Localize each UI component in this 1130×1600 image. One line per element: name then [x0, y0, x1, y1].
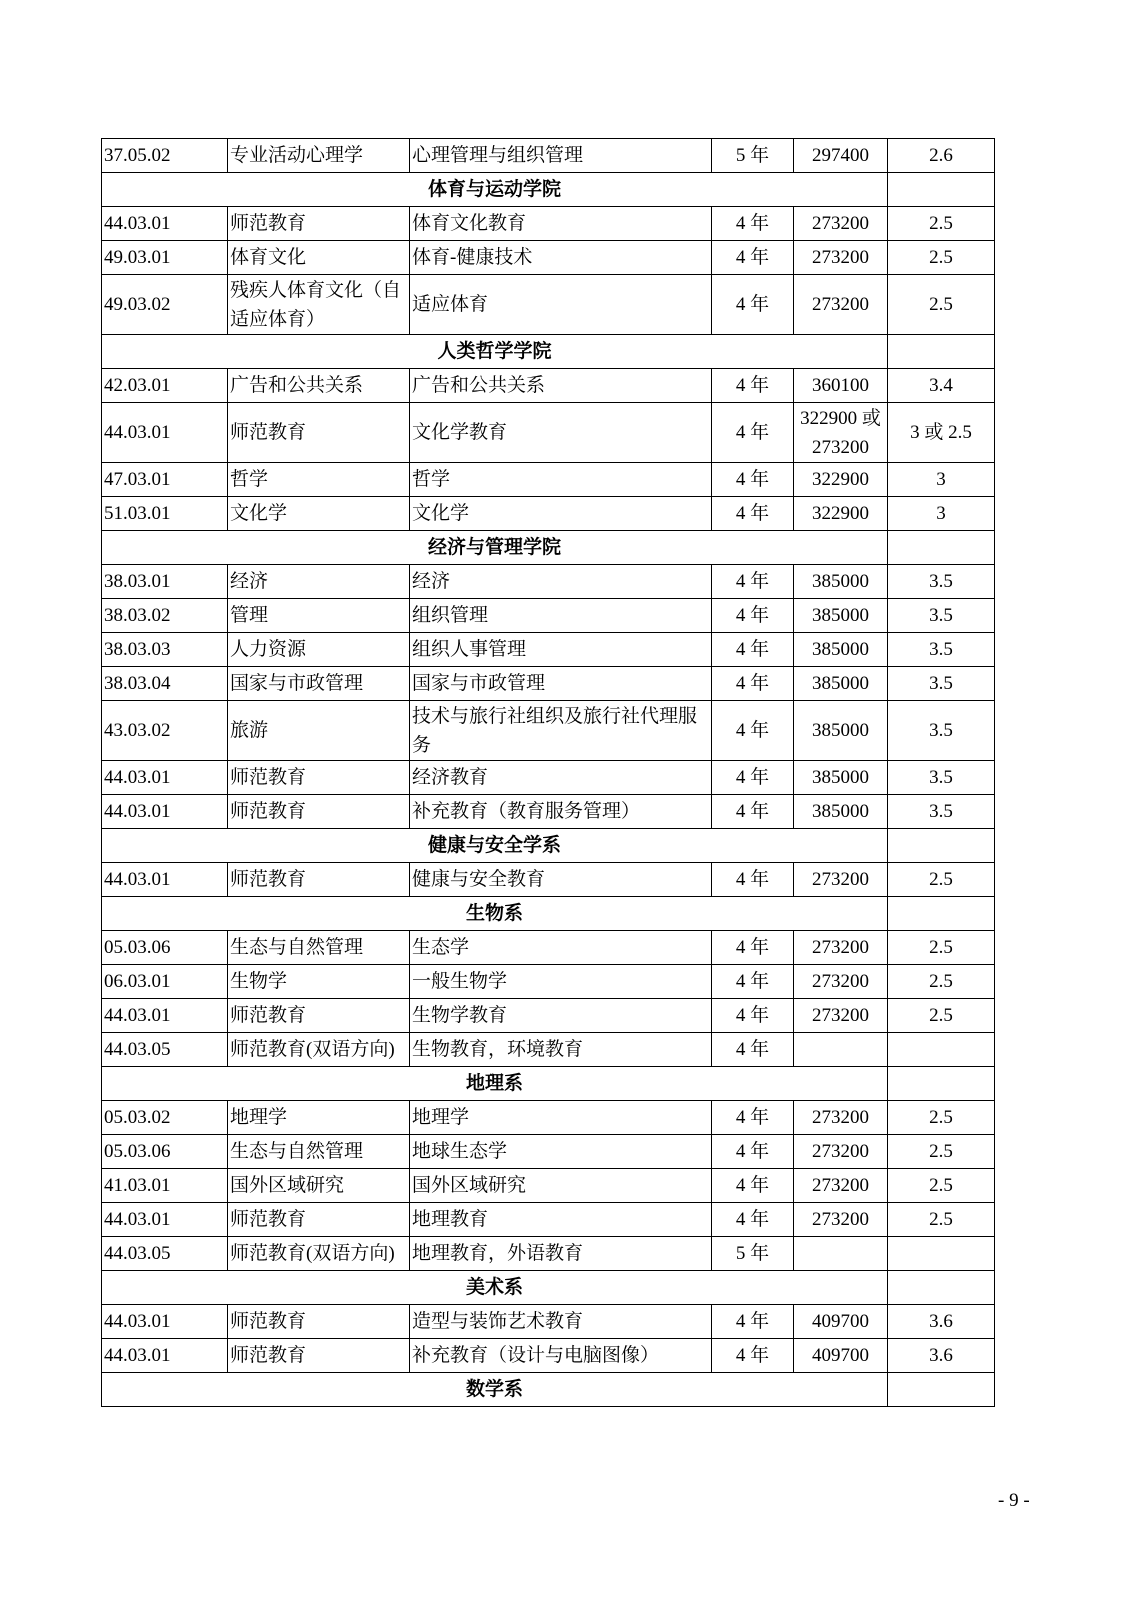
duration-cell: 4 年: [712, 599, 794, 633]
field-cell: 国外区域研究: [228, 1169, 410, 1203]
duration-cell: 4 年: [712, 241, 794, 275]
tuition-fee-cell: 385000: [794, 565, 888, 599]
table-row: [102, 931, 995, 965]
field-cell: 生态与自然管理: [228, 931, 410, 965]
program-code-cell: 06.03.01: [102, 965, 228, 999]
program-name-cell: 心理管理与组织管理: [410, 139, 712, 173]
gpa-cell: 2.5: [888, 965, 995, 999]
field-cell: 师范教育: [228, 999, 410, 1033]
gpa-cell: 3.5: [888, 565, 995, 599]
program-name-cell: 技术与旅行社组织及旅行社代理服务: [410, 701, 712, 761]
gpa-cell: 3.5: [888, 795, 995, 829]
gpa-cell: 2.5: [888, 1169, 995, 1203]
program-code-cell: 42.03.01: [102, 369, 228, 403]
section-title: 地理系: [102, 1067, 888, 1101]
table-row: [102, 701, 995, 761]
program-code-cell: 38.03.02: [102, 599, 228, 633]
duration-cell: 4 年: [712, 497, 794, 531]
tuition-fee-cell: 273200: [794, 207, 888, 241]
duration-cell: 4 年: [712, 633, 794, 667]
program-code-cell: 44.03.01: [102, 403, 228, 463]
table-row: [102, 497, 995, 531]
gpa-cell: [888, 1237, 995, 1271]
gpa-cell: 3.6: [888, 1339, 995, 1373]
duration-cell: 5 年: [712, 1237, 794, 1271]
tuition-fee-cell: 360100: [794, 369, 888, 403]
program-code-cell: 44.03.05: [102, 1237, 228, 1271]
program-code-cell: 44.03.01: [102, 207, 228, 241]
field-cell: 管理: [228, 599, 410, 633]
program-name-cell: 文化学: [410, 497, 712, 531]
table-row: [102, 795, 995, 829]
field-cell: 体育文化: [228, 241, 410, 275]
field-cell: 广告和公共关系: [228, 369, 410, 403]
program-name-cell: 经济: [410, 565, 712, 599]
program-name-cell: 健康与安全教育: [410, 863, 712, 897]
gpa-cell: [888, 1033, 995, 1067]
table-row: [102, 761, 995, 795]
program-code-cell: 49.03.02: [102, 275, 228, 335]
tuition-fee-cell: 273200: [794, 965, 888, 999]
section-title: 人类哲学学院: [102, 335, 888, 369]
tuition-fee-cell: 273200: [794, 1135, 888, 1169]
section-header-row: [102, 1067, 995, 1101]
table-row: [102, 565, 995, 599]
field-cell: 残疾人体育文化（自适应体育）: [228, 275, 410, 335]
gpa-cell: 2.6: [888, 139, 995, 173]
table-row: [102, 139, 995, 173]
section-header-row: [102, 829, 995, 863]
table-row: [102, 207, 995, 241]
program-code-cell: 05.03.02: [102, 1101, 228, 1135]
program-code-cell: 44.03.01: [102, 1305, 228, 1339]
section-header-row: [102, 173, 995, 207]
gpa-cell: 2.5: [888, 275, 995, 335]
tuition-fee-cell: 322900: [794, 497, 888, 531]
gpa-cell: 3.4: [888, 369, 995, 403]
section-empty-cell: [888, 1271, 995, 1305]
program-name-cell: 国家与市政管理: [410, 667, 712, 701]
program-code-cell: 44.03.01: [102, 1203, 228, 1237]
field-cell: 师范教育: [228, 761, 410, 795]
field-cell: 师范教育: [228, 1339, 410, 1373]
section-header-row: [102, 897, 995, 931]
duration-cell: 4 年: [712, 275, 794, 335]
section-title: 体育与运动学院: [102, 173, 888, 207]
tuition-fee-cell: 322900 或 273200: [794, 403, 888, 463]
table-row: [102, 633, 995, 667]
program-name-cell: 组织管理: [410, 599, 712, 633]
duration-cell: 5 年: [712, 139, 794, 173]
program-table: [101, 138, 995, 1407]
table-row: [102, 463, 995, 497]
program-name-cell: 地理教育: [410, 1203, 712, 1237]
section-header-row: [102, 531, 995, 565]
gpa-cell: 2.5: [888, 931, 995, 965]
section-empty-cell: [888, 531, 995, 565]
tuition-fee-cell: 297400: [794, 139, 888, 173]
program-name-cell: 组织人事管理: [410, 633, 712, 667]
program-name-cell: 广告和公共关系: [410, 369, 712, 403]
duration-cell: 4 年: [712, 463, 794, 497]
field-cell: 师范教育: [228, 863, 410, 897]
table-row: [102, 1033, 995, 1067]
gpa-cell: 3.5: [888, 667, 995, 701]
program-code-cell: 05.03.06: [102, 1135, 228, 1169]
table-row: [102, 1203, 995, 1237]
section-empty-cell: [888, 335, 995, 369]
program-name-cell: 补充教育（设计与电脑图像）: [410, 1339, 712, 1373]
table-row: [102, 1237, 995, 1271]
program-code-cell: 44.03.01: [102, 795, 228, 829]
program-code-cell: 41.03.01: [102, 1169, 228, 1203]
tuition-fee-cell: 273200: [794, 241, 888, 275]
program-name-cell: 生态学: [410, 931, 712, 965]
duration-cell: 4 年: [712, 701, 794, 761]
duration-cell: 4 年: [712, 965, 794, 999]
field-cell: 文化学: [228, 497, 410, 531]
section-header-row: [102, 335, 995, 369]
tuition-fee-cell: 385000: [794, 633, 888, 667]
section-title: 数学系: [102, 1373, 888, 1407]
program-name-cell: 哲学: [410, 463, 712, 497]
tuition-fee-cell: 273200: [794, 275, 888, 335]
duration-cell: 4 年: [712, 565, 794, 599]
program-code-cell: 43.03.02: [102, 701, 228, 761]
program-code-cell: 51.03.01: [102, 497, 228, 531]
duration-cell: 4 年: [712, 403, 794, 463]
gpa-cell: 2.5: [888, 241, 995, 275]
gpa-cell: 2.5: [888, 207, 995, 241]
tuition-fee-cell: [794, 1237, 888, 1271]
table-row: [102, 1169, 995, 1203]
program-name-cell: 补充教育（教育服务管理）: [410, 795, 712, 829]
duration-cell: 4 年: [712, 1203, 794, 1237]
field-cell: 师范教育(双语方向): [228, 1237, 410, 1271]
duration-cell: 4 年: [712, 369, 794, 403]
program-table-body: [102, 139, 995, 1407]
duration-cell: 4 年: [712, 1101, 794, 1135]
duration-cell: 4 年: [712, 931, 794, 965]
tuition-fee-cell: 273200: [794, 1169, 888, 1203]
field-cell: 师范教育(双语方向): [228, 1033, 410, 1067]
duration-cell: 4 年: [712, 999, 794, 1033]
table-row: [102, 1135, 995, 1169]
table-row: [102, 275, 995, 335]
table-row: [102, 241, 995, 275]
gpa-cell: 2.5: [888, 1203, 995, 1237]
program-code-cell: 49.03.01: [102, 241, 228, 275]
tuition-fee-cell: [794, 1033, 888, 1067]
program-name-cell: 国外区域研究: [410, 1169, 712, 1203]
program-code-cell: 44.03.05: [102, 1033, 228, 1067]
duration-cell: 4 年: [712, 1305, 794, 1339]
gpa-cell: 2.5: [888, 999, 995, 1033]
tuition-fee-cell: 409700: [794, 1305, 888, 1339]
section-empty-cell: [888, 173, 995, 207]
tuition-fee-cell: 385000: [794, 761, 888, 795]
tuition-fee-cell: 273200: [794, 931, 888, 965]
section-title: 健康与安全学系: [102, 829, 888, 863]
program-name-cell: 地理学: [410, 1101, 712, 1135]
field-cell: 专业活动心理学: [228, 139, 410, 173]
program-code-cell: 44.03.01: [102, 1339, 228, 1373]
table-row: [102, 667, 995, 701]
program-name-cell: 体育文化教育: [410, 207, 712, 241]
gpa-cell: 3: [888, 497, 995, 531]
program-name-cell: 生物学教育: [410, 999, 712, 1033]
table-row: [102, 999, 995, 1033]
section-title: 经济与管理学院: [102, 531, 888, 565]
tuition-fee-cell: 385000: [794, 701, 888, 761]
tuition-fee-cell: 273200: [794, 1203, 888, 1237]
program-code-cell: 05.03.06: [102, 931, 228, 965]
program-code-cell: 47.03.01: [102, 463, 228, 497]
field-cell: 师范教育: [228, 403, 410, 463]
table-row: [102, 1305, 995, 1339]
gpa-cell: 3.5: [888, 761, 995, 795]
field-cell: 地理学: [228, 1101, 410, 1135]
program-name-cell: 一般生物学: [410, 965, 712, 999]
section-empty-cell: [888, 1373, 995, 1407]
gpa-cell: 3 或 2.5: [888, 403, 995, 463]
program-code-cell: 38.03.04: [102, 667, 228, 701]
section-title: 生物系: [102, 897, 888, 931]
section-header-row: [102, 1373, 995, 1407]
table-row: [102, 403, 995, 463]
duration-cell: 4 年: [712, 1339, 794, 1373]
program-name-cell: 文化学教育: [410, 403, 712, 463]
tuition-fee-cell: 409700: [794, 1339, 888, 1373]
gpa-cell: 3.6: [888, 1305, 995, 1339]
table-row: [102, 599, 995, 633]
table-row: [102, 863, 995, 897]
gpa-cell: 2.5: [888, 863, 995, 897]
table-row: [102, 965, 995, 999]
gpa-cell: 2.5: [888, 1135, 995, 1169]
duration-cell: 4 年: [712, 207, 794, 241]
field-cell: 师范教育: [228, 1305, 410, 1339]
section-title: 美术系: [102, 1271, 888, 1305]
section-empty-cell: [888, 1067, 995, 1101]
field-cell: 师范教育: [228, 1203, 410, 1237]
program-name-cell: 生物教育，环境教育: [410, 1033, 712, 1067]
table-row: [102, 369, 995, 403]
duration-cell: 4 年: [712, 667, 794, 701]
section-empty-cell: [888, 897, 995, 931]
page-number: - 9 -: [998, 1490, 1030, 1511]
program-code-cell: 37.05.02: [102, 139, 228, 173]
tuition-fee-cell: 385000: [794, 795, 888, 829]
program-code-cell: 44.03.01: [102, 761, 228, 795]
gpa-cell: 3.5: [888, 599, 995, 633]
gpa-cell: 3.5: [888, 633, 995, 667]
gpa-cell: 3: [888, 463, 995, 497]
field-cell: 旅游: [228, 701, 410, 761]
program-name-cell: 适应体育: [410, 275, 712, 335]
tuition-fee-cell: 273200: [794, 863, 888, 897]
section-empty-cell: [888, 829, 995, 863]
program-code-cell: 38.03.03: [102, 633, 228, 667]
gpa-cell: 2.5: [888, 1101, 995, 1135]
duration-cell: 4 年: [712, 795, 794, 829]
duration-cell: 4 年: [712, 1033, 794, 1067]
table-row: [102, 1101, 995, 1135]
program-code-cell: 44.03.01: [102, 999, 228, 1033]
field-cell: 生态与自然管理: [228, 1135, 410, 1169]
tuition-fee-cell: 273200: [794, 1101, 888, 1135]
gpa-cell: 3.5: [888, 701, 995, 761]
section-header-row: [102, 1271, 995, 1305]
program-name-cell: 地理教育，外语教育: [410, 1237, 712, 1271]
field-cell: 经济: [228, 565, 410, 599]
duration-cell: 4 年: [712, 1135, 794, 1169]
program-name-cell: 经济教育: [410, 761, 712, 795]
program-name-cell: 体育-健康技术: [410, 241, 712, 275]
field-cell: 国家与市政管理: [228, 667, 410, 701]
tuition-fee-cell: 322900: [794, 463, 888, 497]
field-cell: 师范教育: [228, 207, 410, 241]
duration-cell: 4 年: [712, 761, 794, 795]
duration-cell: 4 年: [712, 863, 794, 897]
program-name-cell: 地球生态学: [410, 1135, 712, 1169]
field-cell: 哲学: [228, 463, 410, 497]
field-cell: 人力资源: [228, 633, 410, 667]
table-row: [102, 1339, 995, 1373]
tuition-fee-cell: 385000: [794, 599, 888, 633]
tuition-fee-cell: 273200: [794, 999, 888, 1033]
field-cell: 生物学: [228, 965, 410, 999]
field-cell: 师范教育: [228, 795, 410, 829]
program-name-cell: 造型与装饰艺术教育: [410, 1305, 712, 1339]
program-code-cell: 44.03.01: [102, 863, 228, 897]
tuition-fee-cell: 385000: [794, 667, 888, 701]
duration-cell: 4 年: [712, 1169, 794, 1203]
program-code-cell: 38.03.01: [102, 565, 228, 599]
